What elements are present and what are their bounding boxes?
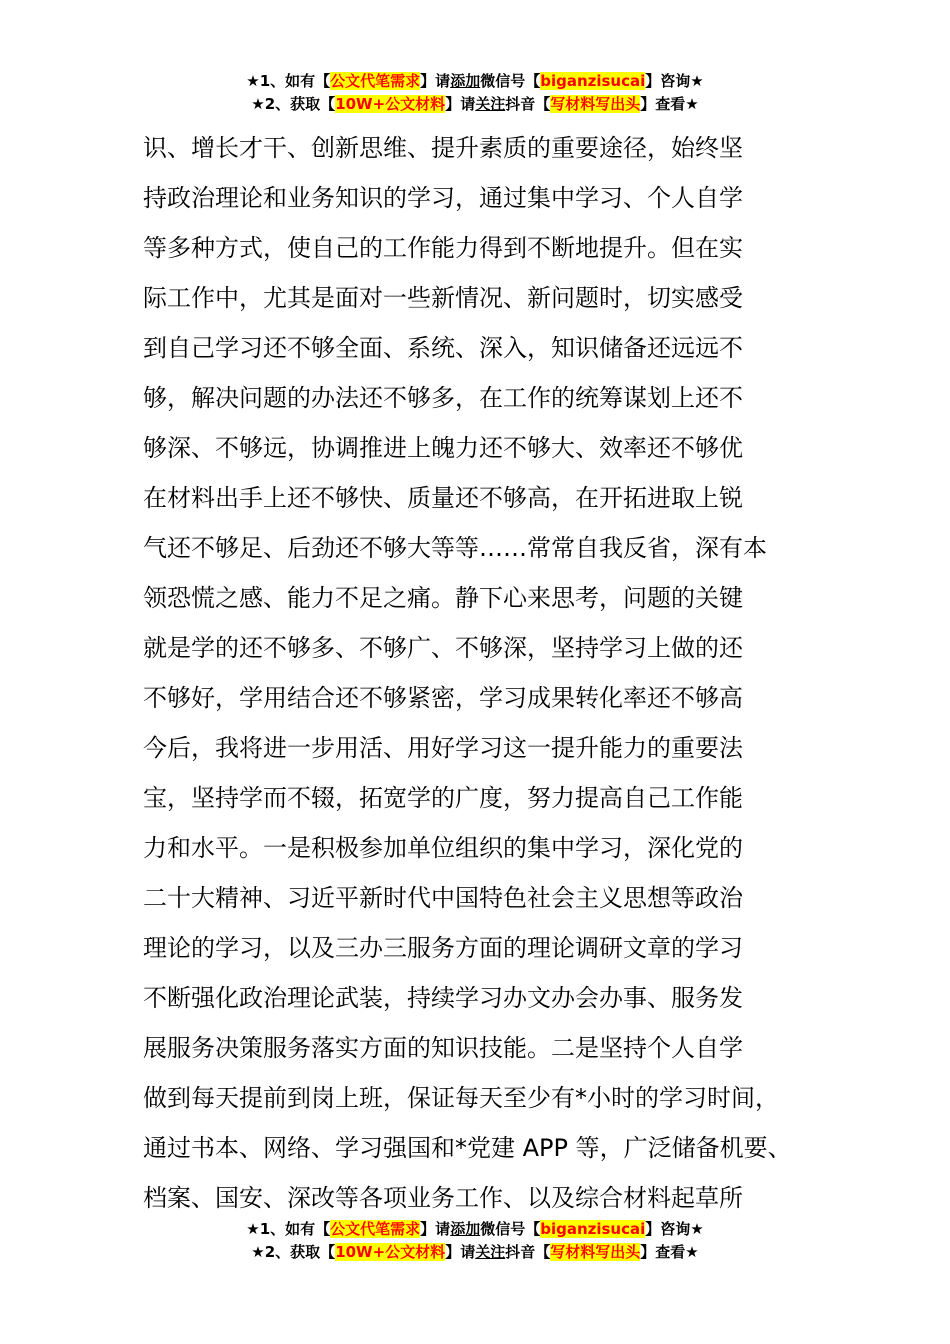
document-body <box>143 123 823 1223</box>
body-line: 力和水平。一是积极参加单位组织的集中学习，深化党的 <box>143 834 743 862</box>
banner-highlight: 10W+公文材料 <box>335 1243 446 1261</box>
body-line: 宝，坚持学而不辍，拓宽学的广度，努力提高自己工作能 <box>143 784 743 812</box>
banner-text: 】咨询★ <box>645 72 704 90</box>
banner-text: ★2、获取【 <box>251 95 336 113</box>
banner-underlined: 添加 <box>450 1220 481 1238</box>
banner-text: 】查看★ <box>640 1243 699 1261</box>
banner-text: 抖音【 <box>505 95 551 113</box>
banner-text: 】请 <box>445 95 476 113</box>
banner-highlight: biganzisucai <box>540 1220 646 1238</box>
body-line: 够，解决问题的办法还不够多，在工作的统筹谋划上还不 <box>143 384 743 412</box>
banner-underlined: 关注 <box>475 1243 506 1261</box>
body-line: 等多种方式，使自己的工作能力得到不断地提升。但在实 <box>143 234 743 262</box>
body-line: 就是学的还不够多、不够广、不够深，坚持学习上做的还 <box>143 634 743 662</box>
body-line: 持政治理论和业务知识的学习，通过集中学习、个人自学 <box>143 184 743 212</box>
banner-text: 】查看★ <box>640 95 699 113</box>
body-line: 在材料出手上还不够快、质量还不够高，在开拓进取上锐 <box>143 484 743 512</box>
body-line: 二十大精神、习近平新时代中国特色社会主义思想等政治 <box>143 884 743 912</box>
banner-text: 】请 <box>445 1243 476 1261</box>
banner-text: 】请 <box>420 72 451 90</box>
banner-text: 】咨询★ <box>645 1220 704 1238</box>
banner-line-1 <box>0 70 950 93</box>
banner-text: ★1、如有【 <box>246 1220 331 1238</box>
banner-text: 抖音【 <box>505 1243 551 1261</box>
body-line: 气还不够足、后劲还不够大等等……常常自我反省，深有本 <box>143 534 767 562</box>
banner-line-2 <box>0 1241 950 1264</box>
body-line: 理论的学习，以及三办三服务方面的理论调研文章的学习 <box>143 934 743 962</box>
banner-text: ★1、如有【 <box>246 72 331 90</box>
banner-highlight: 公文代笔需求 <box>330 1220 421 1238</box>
body-line: 展服务决策服务落实方面的知识技能。二是坚持个人自学 <box>143 1034 743 1062</box>
banner-line-1 <box>0 1218 950 1241</box>
banner-text: 】请 <box>420 1220 451 1238</box>
body-line: 通过书本、网络、学习强国和*党建 APP 等，广泛储备机要、 <box>143 1134 792 1162</box>
body-line: 今后，我将进一步用活、用好学习这一提升能力的重要法 <box>143 734 743 762</box>
banner-highlight: 写材料写出头 <box>550 95 641 113</box>
banner-underlined: 关注 <box>475 95 506 113</box>
body-line: 不断强化政治理论武装，持续学习办文办会办事、服务发 <box>143 984 743 1012</box>
body-line: 档案、国安、深改等各项业务工作、以及综合材料起草所 <box>143 1184 743 1212</box>
body-line: 领恐慌之感、能力不足之痛。静下心来思考，问题的关键 <box>143 584 743 612</box>
body-line: 到自己学习还不够全面、系统、深入，知识储备还远远不 <box>143 334 743 362</box>
banner-line-2 <box>0 93 950 116</box>
banner-text: ★2、获取【 <box>251 1243 336 1261</box>
body-line: 够深、不够远，协调推进上魄力还不够大、效率还不够优 <box>143 434 743 462</box>
banner-highlight: 10W+公文材料 <box>335 95 446 113</box>
banner-text: 微信号【 <box>480 72 541 90</box>
body-line: 际工作中，尤其是面对一些新情况、新问题时，切实感受 <box>143 284 743 312</box>
banner-highlight: biganzisucai <box>540 72 646 90</box>
body-line: 识、增长才干、创新思维、提升素质的重要途径，始终坚 <box>143 134 743 162</box>
banner-highlight: 写材料写出头 <box>550 1243 641 1261</box>
banner-underlined: 添加 <box>450 72 481 90</box>
body-line: 不够好，学用结合还不够紧密，学习成果转化率还不够高 <box>143 684 743 712</box>
footer-banner <box>0 1218 950 1264</box>
header-banner <box>0 70 950 116</box>
banner-text: 微信号【 <box>480 1220 541 1238</box>
banner-highlight: 公文代笔需求 <box>330 72 421 90</box>
body-line: 做到每天提前到岗上班，保证每天至少有*小时的学习时间， <box>143 1084 779 1112</box>
